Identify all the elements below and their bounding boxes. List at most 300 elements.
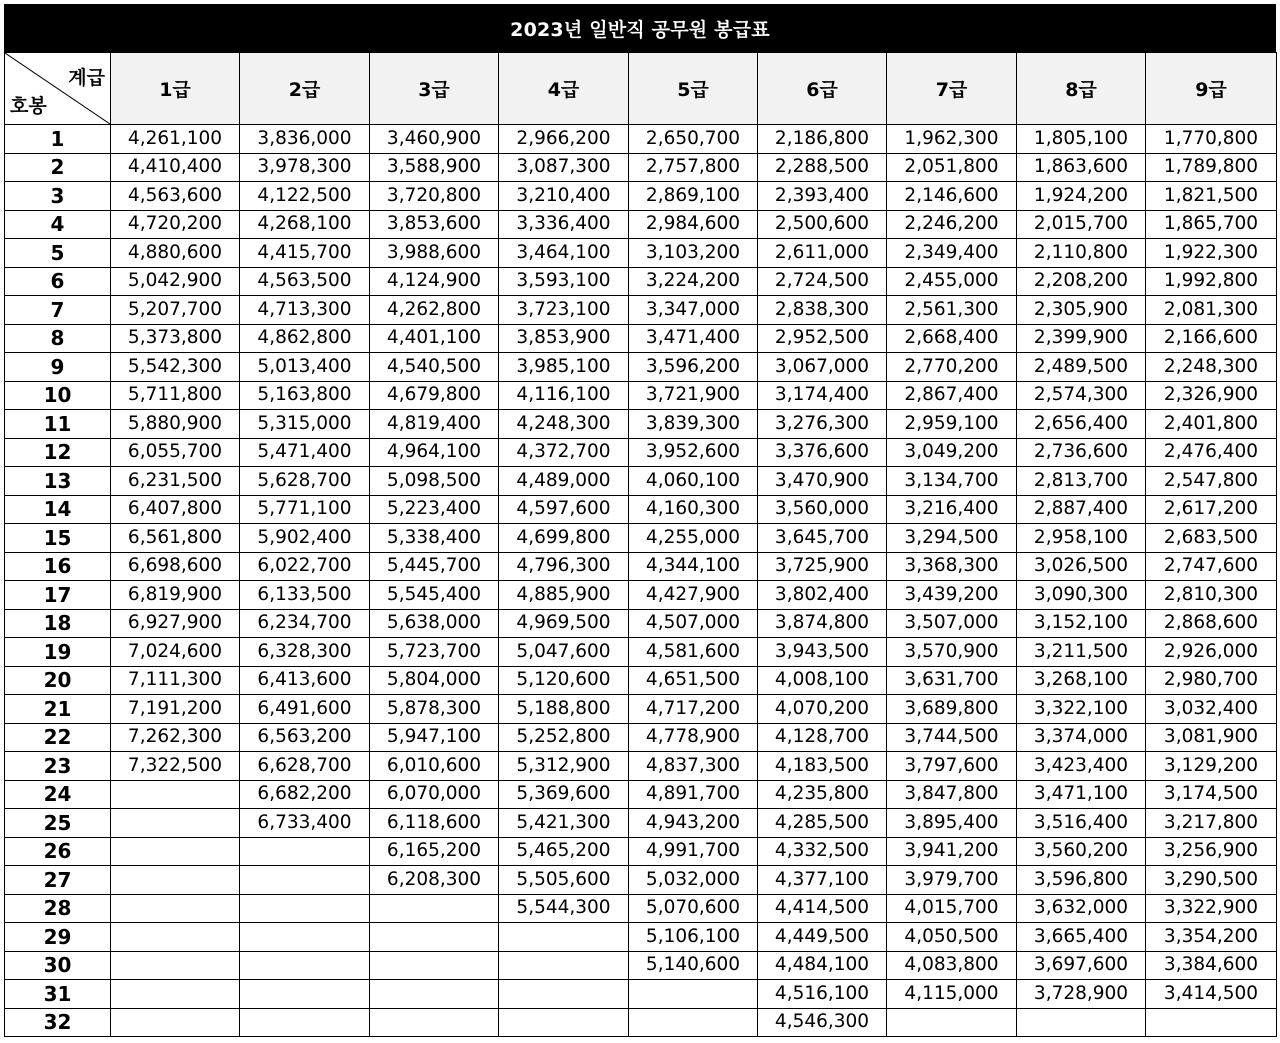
salary-cell: 4,778,900 — [629, 723, 758, 752]
salary-cell — [370, 894, 499, 923]
salary-cell: 3,839,300 — [629, 410, 758, 439]
salary-cell: 2,984,600 — [629, 210, 758, 239]
step-number-cell: 15 — [5, 524, 111, 553]
salary-cell: 4,410,400 — [111, 153, 240, 182]
salary-cell: 6,328,300 — [240, 638, 370, 667]
salary-cell: 7,322,500 — [111, 752, 240, 781]
salary-cell — [111, 894, 240, 923]
salary-cell: 5,042,900 — [111, 267, 240, 296]
salary-cell: 5,369,600 — [499, 780, 629, 809]
salary-cell: 3,645,700 — [758, 524, 887, 553]
salary-cell: 4,401,100 — [370, 324, 499, 353]
salary-cell: 6,022,700 — [240, 552, 370, 581]
salary-cell: 2,650,700 — [629, 125, 758, 154]
salary-cell — [499, 923, 629, 952]
salary-cell: 5,638,000 — [370, 609, 499, 638]
salary-cell — [370, 1008, 499, 1037]
salary-cell: 4,122,500 — [240, 182, 370, 211]
step-number-cell: 8 — [5, 324, 111, 353]
grade-header-1: 1급 — [111, 53, 240, 125]
step-number-cell: 13 — [5, 467, 111, 496]
salary-cell: 2,810,300 — [1146, 581, 1277, 610]
salary-cell: 5,338,400 — [370, 524, 499, 553]
salary-cell: 5,252,800 — [499, 723, 629, 752]
step-number-cell: 16 — [5, 552, 111, 581]
salary-table-container — [4, 4, 1276, 1037]
salary-cell: 4,546,300 — [758, 1008, 887, 1037]
salary-cell: 6,118,600 — [370, 809, 499, 838]
salary-cell: 3,978,300 — [240, 153, 370, 182]
salary-cell: 3,988,600 — [370, 239, 499, 268]
salary-cell: 4,285,500 — [758, 809, 887, 838]
salary-cell: 1,863,600 — [1017, 153, 1146, 182]
salary-cell: 3,216,400 — [887, 495, 1017, 524]
salary-cell: 2,561,300 — [887, 296, 1017, 325]
salary-cell — [111, 980, 240, 1009]
table-row — [5, 353, 1277, 382]
salary-cell: 7,191,200 — [111, 695, 240, 724]
salary-cell: 2,617,200 — [1146, 495, 1277, 524]
salary-cell: 7,111,300 — [111, 666, 240, 695]
salary-cell: 4,540,500 — [370, 353, 499, 382]
grade-header-4: 4급 — [499, 53, 629, 125]
salary-cell: 2,574,300 — [1017, 381, 1146, 410]
salary-cell: 4,377,100 — [758, 866, 887, 895]
salary-cell: 2,547,800 — [1146, 467, 1277, 496]
salary-cell: 2,081,300 — [1146, 296, 1277, 325]
salary-cell: 6,733,400 — [240, 809, 370, 838]
table-row — [5, 752, 1277, 781]
salary-cell — [887, 1008, 1017, 1037]
salary-cell: 5,544,300 — [499, 894, 629, 923]
salary-cell: 5,771,100 — [240, 495, 370, 524]
salary-cell: 2,051,800 — [887, 153, 1017, 182]
table-row — [5, 239, 1277, 268]
salary-cell: 3,439,200 — [887, 581, 1017, 610]
salary-cell: 1,821,500 — [1146, 182, 1277, 211]
salary-cell: 3,588,900 — [370, 153, 499, 182]
salary-cell: 3,217,800 — [1146, 809, 1277, 838]
step-number-cell: 28 — [5, 894, 111, 923]
step-number-cell: 6 — [5, 267, 111, 296]
step-number-cell: 14 — [5, 495, 111, 524]
salary-cell: 5,421,300 — [499, 809, 629, 838]
salary-cell: 2,305,900 — [1017, 296, 1146, 325]
step-number-cell: 18 — [5, 609, 111, 638]
salary-cell: 6,563,200 — [240, 723, 370, 752]
salary-cell: 5,188,800 — [499, 695, 629, 724]
salary-cell: 4,344,100 — [629, 552, 758, 581]
salary-cell: 4,262,800 — [370, 296, 499, 325]
salary-cell: 6,927,900 — [111, 609, 240, 638]
salary-cell: 1,962,300 — [887, 125, 1017, 154]
salary-cell: 4,116,100 — [499, 381, 629, 410]
salary-cell: 3,174,500 — [1146, 780, 1277, 809]
step-number-cell: 32 — [5, 1008, 111, 1037]
salary-cell: 2,980,700 — [1146, 666, 1277, 695]
salary-cell: 3,087,300 — [499, 153, 629, 182]
grade-header-6: 6급 — [758, 53, 887, 125]
salary-cell — [240, 894, 370, 923]
salary-cell: 2,489,500 — [1017, 353, 1146, 382]
salary-cell: 3,847,800 — [887, 780, 1017, 809]
salary-cell: 4,415,700 — [240, 239, 370, 268]
salary-cell: 5,312,900 — [499, 752, 629, 781]
salary-cell: 4,484,100 — [758, 951, 887, 980]
table-row — [5, 723, 1277, 752]
salary-cell: 4,679,800 — [370, 381, 499, 410]
salary-cell: 3,797,600 — [887, 752, 1017, 781]
step-axis-label: 호봉 — [10, 95, 47, 117]
salary-cell: 3,689,800 — [887, 695, 1017, 724]
salary-cell: 6,010,600 — [370, 752, 499, 781]
salary-cell: 5,902,400 — [240, 524, 370, 553]
table-row — [5, 153, 1277, 182]
salary-cell: 6,165,200 — [370, 837, 499, 866]
salary-cell: 3,026,500 — [1017, 552, 1146, 581]
salary-cell — [111, 951, 240, 980]
salary-cell: 2,393,400 — [758, 182, 887, 211]
grade-header-8: 8급 — [1017, 53, 1146, 125]
salary-cell: 3,744,500 — [887, 723, 1017, 752]
salary-cell: 5,373,800 — [111, 324, 240, 353]
salary-cell: 3,895,400 — [887, 809, 1017, 838]
salary-cell: 3,460,900 — [370, 125, 499, 154]
salary-cell: 7,024,600 — [111, 638, 240, 667]
step-number-cell: 12 — [5, 438, 111, 467]
table-row — [5, 524, 1277, 553]
salary-cell: 3,134,700 — [887, 467, 1017, 496]
salary-cell: 6,628,700 — [240, 752, 370, 781]
salary-cell: 2,770,200 — [887, 353, 1017, 382]
salary-cell: 5,505,600 — [499, 866, 629, 895]
salary-cell: 4,070,200 — [758, 695, 887, 724]
salary-cell: 4,819,400 — [370, 410, 499, 439]
grade-header-3: 3급 — [370, 53, 499, 125]
salary-cell: 4,563,500 — [240, 267, 370, 296]
salary-cell: 5,465,200 — [499, 837, 629, 866]
salary-cell: 3,470,900 — [758, 467, 887, 496]
table-row — [5, 980, 1277, 1009]
salary-cell: 5,471,400 — [240, 438, 370, 467]
salary-cell: 2,110,800 — [1017, 239, 1146, 268]
table-row — [5, 324, 1277, 353]
table-row — [5, 609, 1277, 638]
salary-cell: 2,288,500 — [758, 153, 887, 182]
salary-cell: 3,593,100 — [499, 267, 629, 296]
salary-cell: 3,723,100 — [499, 296, 629, 325]
salary-cell: 5,878,300 — [370, 695, 499, 724]
salary-cell: 4,332,500 — [758, 837, 887, 866]
salary-cell — [111, 780, 240, 809]
salary-cell: 3,853,600 — [370, 210, 499, 239]
salary-cell: 4,427,900 — [629, 581, 758, 610]
salary-cell: 3,368,300 — [887, 552, 1017, 581]
step-number-cell: 1 — [5, 125, 111, 154]
salary-cell: 5,880,900 — [111, 410, 240, 439]
step-number-cell: 23 — [5, 752, 111, 781]
salary-cell: 4,008,100 — [758, 666, 887, 695]
salary-cell: 6,561,800 — [111, 524, 240, 553]
salary-cell: 4,115,000 — [887, 980, 1017, 1009]
salary-cell: 2,887,400 — [1017, 495, 1146, 524]
step-number-cell: 19 — [5, 638, 111, 667]
salary-cell: 7,262,300 — [111, 723, 240, 752]
salary-cell: 2,248,300 — [1146, 353, 1277, 382]
salary-cell: 5,098,500 — [370, 467, 499, 496]
salary-cell: 4,015,700 — [887, 894, 1017, 923]
salary-cell — [240, 980, 370, 1009]
salary-cell: 4,891,700 — [629, 780, 758, 809]
salary-cell: 4,449,500 — [758, 923, 887, 952]
salary-cell: 5,804,000 — [370, 666, 499, 695]
salary-cell: 3,632,000 — [1017, 894, 1146, 923]
salary-cell: 4,183,500 — [758, 752, 887, 781]
salary-cell: 4,124,900 — [370, 267, 499, 296]
salary-cell: 3,516,400 — [1017, 809, 1146, 838]
salary-cell: 2,246,200 — [887, 210, 1017, 239]
step-number-cell: 9 — [5, 353, 111, 382]
salary-cell: 2,683,500 — [1146, 524, 1277, 553]
salary-cell: 3,836,000 — [240, 125, 370, 154]
salary-cell: 2,668,400 — [887, 324, 1017, 353]
table-row — [5, 809, 1277, 838]
salary-cell: 3,721,900 — [629, 381, 758, 410]
salary-cell: 2,349,400 — [887, 239, 1017, 268]
salary-cell: 4,268,100 — [240, 210, 370, 239]
table-row — [5, 780, 1277, 809]
salary-cell: 3,423,400 — [1017, 752, 1146, 781]
salary-cell — [240, 866, 370, 895]
salary-cell: 5,120,600 — [499, 666, 629, 695]
salary-cell — [111, 923, 240, 952]
table-row — [5, 1008, 1277, 1037]
salary-cell: 4,507,000 — [629, 609, 758, 638]
step-number-cell: 3 — [5, 182, 111, 211]
salary-cell: 5,163,800 — [240, 381, 370, 410]
salary-cell: 4,837,300 — [629, 752, 758, 781]
step-number-cell: 4 — [5, 210, 111, 239]
salary-cell: 2,868,600 — [1146, 609, 1277, 638]
salary-cell: 3,067,000 — [758, 353, 887, 382]
table-title: 2023년 일반직 공무원 봉급표 — [4, 4, 1276, 52]
salary-cell: 3,560,000 — [758, 495, 887, 524]
salary-cell: 4,862,800 — [240, 324, 370, 353]
salary-cell — [111, 809, 240, 838]
step-number-cell: 31 — [5, 980, 111, 1009]
salary-cell: 3,032,400 — [1146, 695, 1277, 724]
salary-cell: 4,880,600 — [111, 239, 240, 268]
salary-cell: 2,015,700 — [1017, 210, 1146, 239]
salary-cell: 1,992,800 — [1146, 267, 1277, 296]
salary-cell — [111, 1008, 240, 1037]
grade-header-2: 2급 — [240, 53, 370, 125]
salary-cell — [240, 1008, 370, 1037]
table-body — [5, 125, 1277, 1037]
salary-cell: 2,736,600 — [1017, 438, 1146, 467]
salary-cell: 2,838,300 — [758, 296, 887, 325]
salary-cell: 4,050,500 — [887, 923, 1017, 952]
salary-cell: 2,399,900 — [1017, 324, 1146, 353]
salary-cell: 1,770,800 — [1146, 125, 1277, 154]
salary-cell: 3,464,100 — [499, 239, 629, 268]
salary-cell: 6,819,900 — [111, 581, 240, 610]
salary-cell: 5,032,000 — [629, 866, 758, 895]
step-number-cell: 7 — [5, 296, 111, 325]
salary-cell: 4,261,100 — [111, 125, 240, 154]
grade-axis-label: 계급 — [68, 67, 105, 89]
salary-cell: 3,322,900 — [1146, 894, 1277, 923]
salary-cell: 2,455,000 — [887, 267, 1017, 296]
step-number-cell: 29 — [5, 923, 111, 952]
salary-cell: 4,414,500 — [758, 894, 887, 923]
salary-cell — [499, 1008, 629, 1037]
salary-cell: 5,542,300 — [111, 353, 240, 382]
table-row — [5, 581, 1277, 610]
table-row — [5, 894, 1277, 923]
salary-cell: 6,055,700 — [111, 438, 240, 467]
salary-cell: 2,208,200 — [1017, 267, 1146, 296]
step-number-cell: 25 — [5, 809, 111, 838]
salary-cell: 6,208,300 — [370, 866, 499, 895]
salary-cell: 5,223,400 — [370, 495, 499, 524]
salary-cell: 3,336,400 — [499, 210, 629, 239]
salary-cell: 3,174,400 — [758, 381, 887, 410]
salary-cell: 3,210,400 — [499, 182, 629, 211]
table-row — [5, 495, 1277, 524]
salary-cell: 6,682,200 — [240, 780, 370, 809]
salary-cell — [111, 837, 240, 866]
salary-cell: 6,231,500 — [111, 467, 240, 496]
salary-cell: 4,489,000 — [499, 467, 629, 496]
salary-cell: 3,374,000 — [1017, 723, 1146, 752]
salary-cell: 5,445,700 — [370, 552, 499, 581]
salary-cell: 5,723,700 — [370, 638, 499, 667]
salary-cell: 4,796,300 — [499, 552, 629, 581]
table-row — [5, 666, 1277, 695]
step-number-cell: 5 — [5, 239, 111, 268]
salary-cell: 3,979,700 — [887, 866, 1017, 895]
salary-cell: 3,322,100 — [1017, 695, 1146, 724]
salary-cell: 3,471,400 — [629, 324, 758, 353]
salary-cell: 3,049,200 — [887, 438, 1017, 467]
salary-cell: 2,476,400 — [1146, 438, 1277, 467]
salary-cell: 6,413,600 — [240, 666, 370, 695]
salary-cell: 3,596,800 — [1017, 866, 1146, 895]
salary-cell: 3,943,500 — [758, 638, 887, 667]
salary-cell: 4,581,600 — [629, 638, 758, 667]
salary-cell: 4,255,000 — [629, 524, 758, 553]
salary-cell: 4,248,300 — [499, 410, 629, 439]
table-row — [5, 381, 1277, 410]
salary-cell: 4,597,600 — [499, 495, 629, 524]
salary-cell: 3,874,800 — [758, 609, 887, 638]
step-number-cell: 27 — [5, 866, 111, 895]
salary-cell: 2,747,600 — [1146, 552, 1277, 581]
salary-table — [4, 52, 1277, 1037]
salary-cell: 3,268,100 — [1017, 666, 1146, 695]
salary-cell: 2,757,800 — [629, 153, 758, 182]
salary-cell: 5,013,400 — [240, 353, 370, 382]
salary-cell: 3,596,200 — [629, 353, 758, 382]
salary-cell: 5,315,000 — [240, 410, 370, 439]
step-number-cell: 24 — [5, 780, 111, 809]
salary-cell: 2,952,500 — [758, 324, 887, 353]
salary-cell: 3,507,000 — [887, 609, 1017, 638]
salary-cell: 6,491,600 — [240, 695, 370, 724]
salary-cell: 4,991,700 — [629, 837, 758, 866]
salary-cell: 3,152,100 — [1017, 609, 1146, 638]
step-number-cell: 20 — [5, 666, 111, 695]
salary-cell: 3,384,600 — [1146, 951, 1277, 980]
salary-cell: 2,401,800 — [1146, 410, 1277, 439]
salary-cell: 3,276,300 — [758, 410, 887, 439]
salary-cell: 1,865,700 — [1146, 210, 1277, 239]
salary-cell — [499, 951, 629, 980]
salary-cell: 3,224,200 — [629, 267, 758, 296]
table-row — [5, 410, 1277, 439]
salary-cell — [240, 951, 370, 980]
salary-cell: 4,717,200 — [629, 695, 758, 724]
salary-cell: 2,966,200 — [499, 125, 629, 154]
salary-cell: 2,146,600 — [887, 182, 1017, 211]
salary-cell: 2,656,400 — [1017, 410, 1146, 439]
salary-cell: 4,713,300 — [240, 296, 370, 325]
salary-cell: 4,964,100 — [370, 438, 499, 467]
salary-cell — [111, 866, 240, 895]
salary-cell: 4,699,800 — [499, 524, 629, 553]
salary-cell: 3,725,900 — [758, 552, 887, 581]
table-row — [5, 210, 1277, 239]
salary-cell: 3,256,900 — [1146, 837, 1277, 866]
table-row — [5, 467, 1277, 496]
salary-cell: 2,869,100 — [629, 182, 758, 211]
salary-cell — [1017, 1008, 1146, 1037]
salary-cell: 3,631,700 — [887, 666, 1017, 695]
step-number-cell: 22 — [5, 723, 111, 752]
salary-cell: 3,290,500 — [1146, 866, 1277, 895]
table-row — [5, 951, 1277, 980]
salary-cell: 1,789,800 — [1146, 153, 1277, 182]
salary-cell: 1,924,200 — [1017, 182, 1146, 211]
salary-cell: 4,160,300 — [629, 495, 758, 524]
salary-cell: 4,235,800 — [758, 780, 887, 809]
salary-cell: 3,103,200 — [629, 239, 758, 268]
step-number-cell: 30 — [5, 951, 111, 980]
salary-cell: 3,570,900 — [887, 638, 1017, 667]
salary-cell: 5,207,700 — [111, 296, 240, 325]
salary-cell: 5,140,600 — [629, 951, 758, 980]
table-row — [5, 438, 1277, 467]
corner-header-cell — [5, 53, 111, 125]
step-number-cell: 21 — [5, 695, 111, 724]
salary-cell: 4,060,100 — [629, 467, 758, 496]
salary-cell — [629, 1008, 758, 1037]
step-number-cell: 10 — [5, 381, 111, 410]
salary-cell: 2,813,700 — [1017, 467, 1146, 496]
salary-cell: 3,665,400 — [1017, 923, 1146, 952]
header-row — [5, 53, 1277, 125]
salary-cell: 4,563,600 — [111, 182, 240, 211]
salary-cell: 3,090,300 — [1017, 581, 1146, 610]
salary-cell: 3,294,500 — [887, 524, 1017, 553]
table-row — [5, 125, 1277, 154]
salary-cell: 5,628,700 — [240, 467, 370, 496]
salary-cell: 2,867,400 — [887, 381, 1017, 410]
salary-cell: 4,720,200 — [111, 210, 240, 239]
salary-cell: 4,083,800 — [887, 951, 1017, 980]
salary-cell: 2,724,500 — [758, 267, 887, 296]
